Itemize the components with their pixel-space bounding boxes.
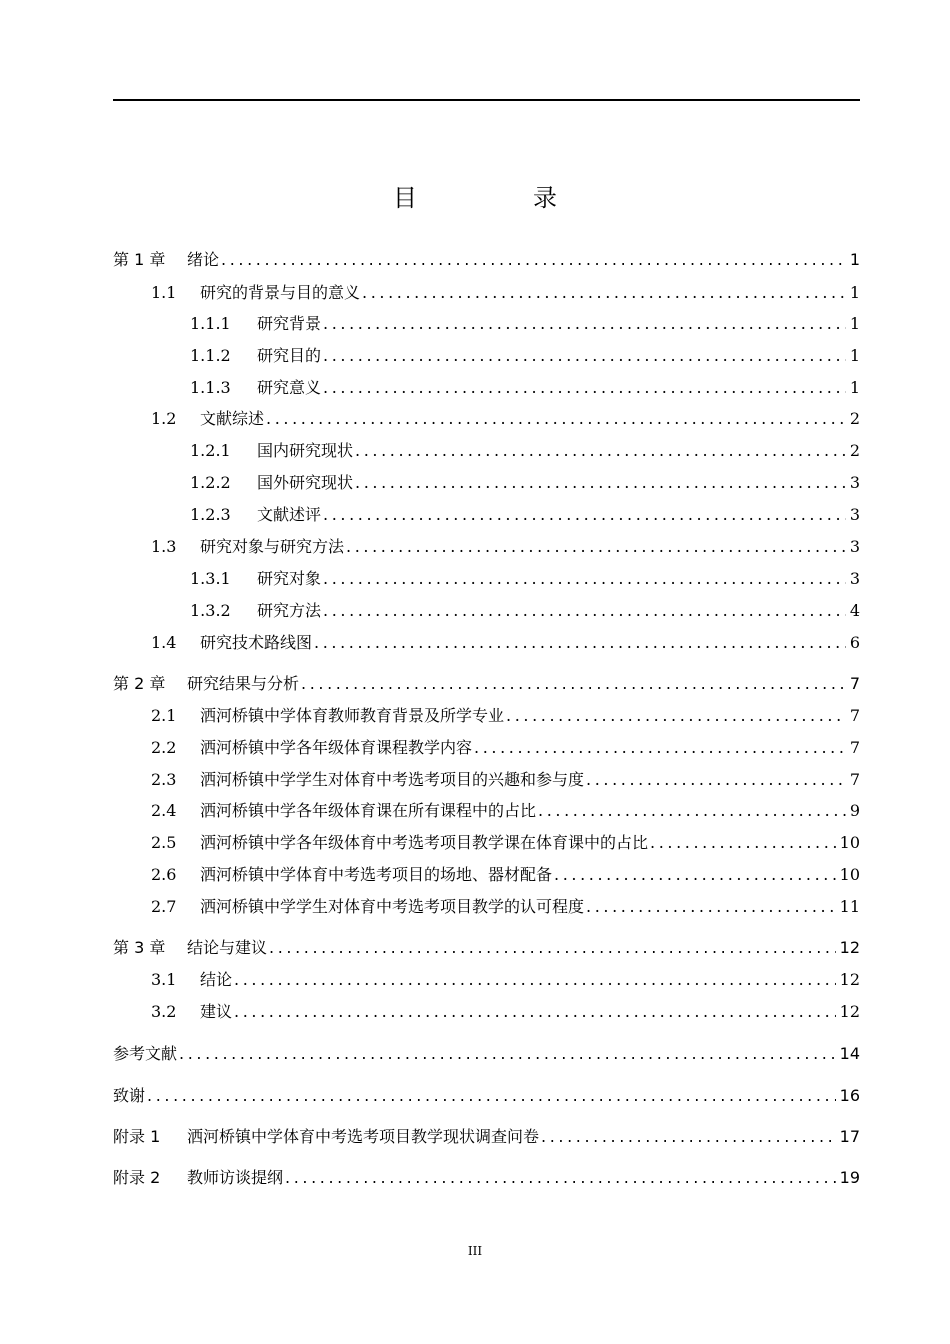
toc-entry-title: 致谢 (113, 1086, 146, 1105)
toc-entry-page: 7 (849, 674, 860, 693)
toc-entry-number: 1.1.1 (190, 314, 231, 333)
toc-leader-dots (147, 1084, 836, 1108)
toc-entry-number: 2.6 (151, 865, 177, 884)
toc-entry-title: 研究对象与研究方法 (200, 537, 345, 556)
toc-entry-1-4[interactable] (151, 631, 860, 655)
toc-entry-chapter-1[interactable] (113, 248, 860, 272)
toc-leader-dots (538, 799, 846, 823)
toc-leader-dots (346, 535, 846, 559)
toc-entry-number: 1.2.2 (190, 473, 231, 492)
toc-entry-page: 2 (849, 409, 860, 428)
toc-entry-title: 洒河桥镇中学学生对体育中考选考项目的兴趣和参与度 (200, 770, 585, 789)
toc-entry-3-1[interactable] (151, 968, 860, 992)
toc-entry-number: 1.1.2 (190, 346, 231, 365)
toc-leader-dots (586, 895, 836, 919)
toc-entry-title: 国内研究现状 (257, 441, 354, 460)
toc-entry-2-6[interactable] (151, 863, 860, 887)
toc-entry-1-3-2[interactable] (190, 599, 860, 623)
toc-entry-1-1-3[interactable] (190, 376, 860, 400)
toc-leader-dots (541, 1125, 836, 1149)
toc-entry-page: 10 (839, 865, 860, 884)
toc-entry-title: 洒河桥镇中学体育中考选考项目的场地、器材配备 (200, 865, 553, 884)
toc-entry-number: 2.2 (151, 738, 177, 757)
toc-leader-dots (474, 736, 846, 760)
toc-entry-chapter-2[interactable] (113, 672, 860, 696)
toc-leader-dots (650, 831, 836, 855)
toc-entry-3-2[interactable] (151, 1000, 860, 1024)
toc-entry-title: 建议 (200, 1002, 233, 1021)
toc-entry-title: 洒河桥镇中学各年级体育课程教学内容 (200, 738, 473, 757)
toc-entry-number: 附录 1 (113, 1127, 161, 1146)
toc-leader-dots (323, 503, 846, 527)
toc-entry-chapter-3[interactable] (113, 936, 860, 960)
toc-entry-1-3-1[interactable] (190, 567, 860, 591)
toc-entry-page: 19 (839, 1168, 860, 1187)
toc-entry-title: 洒河桥镇中学各年级体育课在所有课程中的占比 (200, 801, 537, 820)
toc-entry-title: 洒河桥镇中学学生对体育中考选考项目教学的认可程度 (200, 897, 585, 916)
toc-leader-dots (323, 567, 846, 591)
toc-entry-number: 1.2.3 (190, 505, 231, 524)
toc-entry-title: 研究结果与分析 (187, 674, 300, 693)
toc-entry-page: 7 (849, 770, 860, 789)
toc-leader-dots (266, 407, 846, 431)
toc-entry-page: 3 (849, 569, 860, 588)
toc-entry-number: 2.7 (151, 897, 177, 916)
toc-entry-1-3[interactable] (151, 535, 860, 559)
toc-entry-page: 10 (839, 833, 860, 852)
toc-entry-number: 2.4 (151, 801, 177, 820)
toc-entry-1-2[interactable] (151, 407, 860, 431)
toc-entry-title: 结论与建议 (187, 938, 268, 957)
toc-entry-title: 研究意义 (257, 378, 322, 397)
toc-entry-2-2[interactable] (151, 736, 860, 760)
toc-entry-title: 研究技术路线图 (200, 633, 313, 652)
toc-leader-dots (269, 936, 836, 960)
toc-entry-2-4[interactable] (151, 799, 860, 823)
toc-entry-1-2-3[interactable] (190, 503, 860, 527)
toc-entry-number: 2.1 (151, 706, 177, 725)
toc-entry-number: 第 3 章 (113, 938, 166, 957)
page-title: 目 录 (393, 184, 603, 212)
toc-entry-page: 4 (849, 601, 860, 620)
toc-leader-dots (554, 863, 836, 887)
toc-entry-number: 3.2 (151, 1002, 177, 1021)
toc-entry-number: 附录 2 (113, 1168, 161, 1187)
toc-entry-number: 2.3 (151, 770, 177, 789)
toc-entry-number: 1.1 (151, 283, 177, 302)
toc-entry-1-1-2[interactable] (190, 344, 860, 368)
toc-entry-title: 洒河桥镇中学体育教师教育背景及所学专业 (200, 706, 505, 725)
toc-entry-number: 第 2 章 (113, 674, 166, 693)
toc-entry-title: 研究背景 (257, 314, 322, 333)
toc-entry-page: 12 (839, 970, 860, 989)
header-rule (113, 99, 860, 101)
toc-entry-page: 3 (849, 505, 860, 524)
toc-entry-page: 11 (839, 897, 860, 916)
toc-entry-page: 14 (839, 1044, 860, 1063)
toc-entry-title: 文献综述 (200, 409, 265, 428)
toc-entry-title: 洒河桥镇中学体育中考选考项目教学现状调查问卷 (187, 1127, 540, 1146)
toc-entry-number: 2.5 (151, 833, 177, 852)
toc-leader-dots (355, 439, 846, 463)
toc-entry-number: 1.1.3 (190, 378, 231, 397)
toc-entry-page: 1 (849, 283, 860, 302)
toc-entry-1-1[interactable] (151, 281, 860, 305)
toc-entry-title: 研究的背景与目的意义 (200, 283, 361, 302)
toc-entry-number: 1.2 (151, 409, 177, 428)
toc-leader-dots (362, 281, 846, 305)
toc-entry-2-1[interactable] (151, 704, 860, 728)
toc-entry-title: 教师访谈提纲 (187, 1168, 284, 1187)
toc-entry-page: 12 (839, 938, 860, 957)
toc-leader-dots (221, 248, 846, 272)
page-number-footer: III (467, 1244, 483, 1258)
toc-entry-number: 第 1 章 (113, 250, 166, 269)
toc-entry-number: 1.3 (151, 537, 177, 556)
toc-entry-1-1-1[interactable] (190, 312, 860, 336)
toc-leader-dots (285, 1166, 836, 1190)
toc-entry-number: 1.3.1 (190, 569, 231, 588)
toc-entry-title: 研究目的 (257, 346, 322, 365)
toc-leader-dots (323, 312, 846, 336)
toc-leader-dots (301, 672, 846, 696)
toc-entry-title: 研究方法 (257, 601, 322, 620)
toc-entry-number: 3.1 (151, 970, 177, 989)
toc-entry-page: 1 (849, 314, 860, 333)
toc-entry-page: 7 (849, 706, 860, 725)
toc-leader-dots (323, 376, 846, 400)
toc-leader-dots (314, 631, 846, 655)
toc-entry-acknowledgements[interactable] (113, 1084, 860, 1108)
toc-entry-1-2-2[interactable] (190, 471, 860, 495)
toc-leader-dots (234, 1000, 836, 1024)
toc-leader-dots (506, 704, 846, 728)
toc-entry-references[interactable] (113, 1042, 860, 1066)
toc-leader-dots (323, 599, 846, 623)
toc-entry-page: 1 (849, 346, 860, 365)
toc-entry-number: 1.2.1 (190, 441, 231, 460)
toc-entry-page: 1 (849, 250, 860, 269)
toc-entry-number: 1.3.2 (190, 601, 231, 620)
toc-entry-page: 3 (849, 473, 860, 492)
toc-entry-title: 参考文献 (113, 1044, 178, 1063)
toc-entry-title: 绪论 (187, 250, 220, 269)
toc-entry-page: 7 (849, 738, 860, 757)
toc-entry-page: 3 (849, 537, 860, 556)
toc-leader-dots (323, 344, 846, 368)
toc-leader-dots (586, 768, 846, 792)
toc-entry-page: 6 (849, 633, 860, 652)
toc-entry-page: 9 (849, 801, 860, 820)
toc-entry-2-3[interactable] (151, 768, 860, 792)
toc-leader-dots (179, 1042, 836, 1066)
toc-entry-page: 16 (839, 1086, 860, 1105)
toc-entry-page: 2 (849, 441, 860, 460)
toc-entry-2-5[interactable] (151, 831, 860, 855)
toc-entry-appendix-1[interactable] (113, 1125, 860, 1149)
toc-entry-appendix-2[interactable] (113, 1166, 860, 1190)
toc-entry-title: 结论 (200, 970, 233, 989)
toc-entry-page: 17 (839, 1127, 860, 1146)
toc-entry-title: 国外研究现状 (257, 473, 354, 492)
toc-leader-dots (355, 471, 846, 495)
toc-entry-page: 1 (849, 378, 860, 397)
toc-entry-title: 研究对象 (257, 569, 322, 588)
toc-entry-title: 洒河桥镇中学各年级体育中考选考项目教学课在体育课中的占比 (200, 833, 649, 852)
toc-entry-number: 1.4 (151, 633, 177, 652)
toc-entry-title: 文献述评 (257, 505, 322, 524)
toc-entry-2-7[interactable] (151, 895, 860, 919)
toc-entry-1-2-1[interactable] (190, 439, 860, 463)
toc-leader-dots (234, 968, 836, 992)
toc-entry-page: 12 (839, 1002, 860, 1021)
